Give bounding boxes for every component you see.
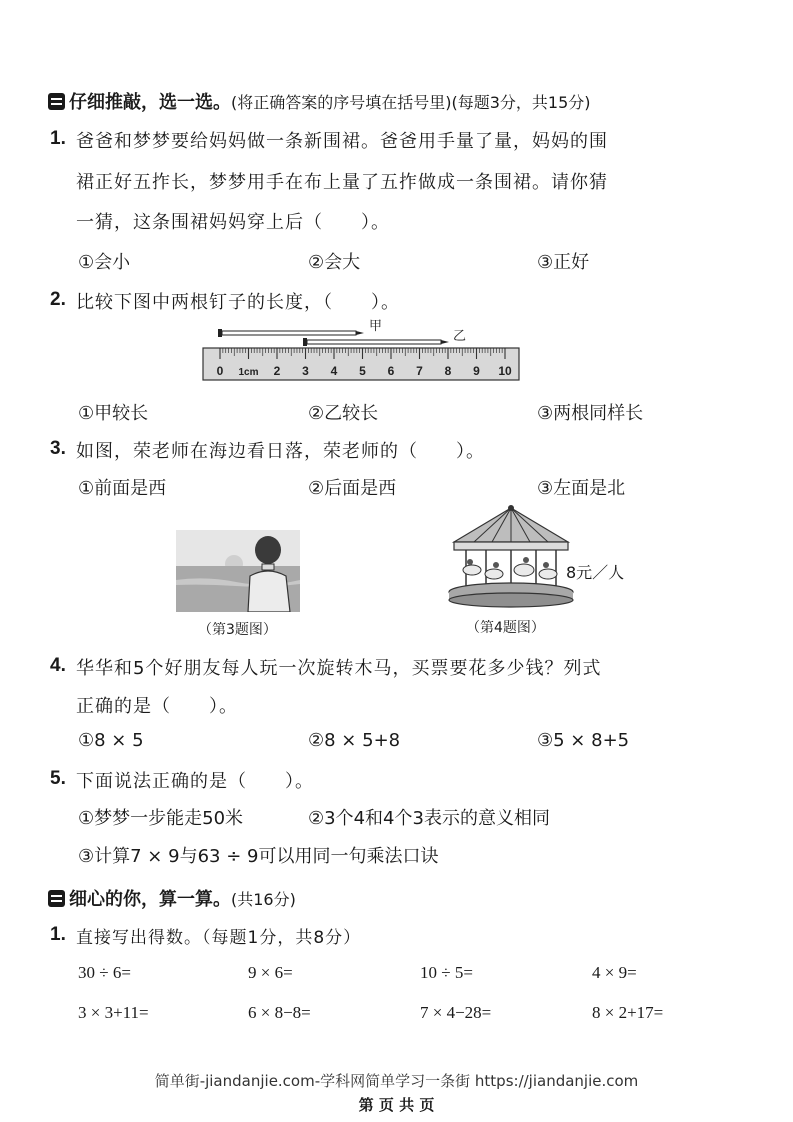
question-number: 2. (50, 289, 66, 310)
calc-item: 10 ÷ 5= (420, 963, 473, 982)
question-text-line: 正确的是（ ）。 (76, 696, 238, 717)
option-a: ①前面是西 (78, 478, 167, 499)
question-text: 直接写出得数。（每题1分，共8分） (76, 928, 362, 948)
option-c: ③正好 (537, 252, 590, 273)
option-c: ③两根同样长 (537, 403, 644, 424)
section-note: (将正确答案的序号填在括号里)(每题3分，共15分) (231, 93, 591, 112)
option-a: ①8 × 5 (78, 730, 144, 751)
question-text-line: 裙正好五拃长，梦梦用手在布上量了五拃做成一条围裙。请你猜 (76, 172, 608, 193)
question-text: 比较下图中两根钉子的长度，（ ）。 (76, 292, 400, 313)
calc-item: 3 × 3+11= (78, 1003, 149, 1022)
ruler-label: 3 (302, 364, 309, 378)
page-number: 第 页 共 页 (358, 1096, 435, 1114)
option-c: ③左面是北 (537, 478, 626, 499)
section-title: 仔细推敲，选一选。 (69, 92, 231, 113)
option-b: ②3个4和4个3表示的意义相同 (308, 808, 550, 829)
question-number: 5. (50, 768, 66, 789)
ruler-label: 7 (416, 364, 423, 378)
option-c: ③5 × 8+5 (537, 730, 630, 751)
section-title: 细心的你，算一算。 (69, 889, 231, 910)
section-note: (共16分) (231, 890, 296, 909)
question-number: 3. (50, 438, 66, 459)
section-mark-icon (48, 93, 65, 110)
ruler-label: 2 (273, 364, 281, 378)
section-heading-2 (48, 885, 296, 911)
footer-site: 简单街-jiandanjie.com-学科网简单学习一条街 https://jiandanjie.com (154, 1072, 639, 1090)
question-text-line: 爸爸和梦梦要给妈妈做一条新围裙。爸爸用手量了量，妈妈的围 (76, 131, 608, 152)
question-text: 下面说法正确的是（ ）。 (76, 771, 314, 792)
calc-item: 8 × 2+17= (592, 1003, 664, 1022)
calc-item: 30 ÷ 6= (78, 963, 131, 982)
calc-item: 6 × 8−8= (248, 1003, 311, 1022)
ruler-label: 5 (359, 364, 366, 378)
figure-caption: （第3题图） (198, 622, 277, 638)
option-a: ①梦梦一步能走50米 (78, 808, 244, 829)
option-c: ③计算7 × 9与63 ÷ 9可以用同一句乘法口诀 (78, 846, 439, 867)
ruler-label: 4 (330, 364, 338, 378)
nail-b (303, 338, 449, 346)
question-text-line: 华华和5个好朋友每人玩一次旋转木马，买票要花多少钱？列式 (76, 658, 602, 679)
ticket-price: 8元／人 (566, 563, 625, 582)
option-b: ②会大 (308, 252, 361, 273)
ruler-label: 8 (444, 364, 452, 378)
section-mark-icon (48, 890, 65, 907)
option-a: ①甲较长 (78, 403, 149, 424)
ruler-label: 0 (216, 364, 224, 378)
question-number: 1. (50, 924, 66, 945)
nail-a (218, 329, 364, 337)
option-b: ②后面是西 (308, 478, 397, 499)
question-text: 如图，荣老师在海边看日落，荣老师的（ ）。 (76, 441, 485, 462)
question-number: 1. (50, 128, 66, 149)
nail-a-label: 甲 (369, 319, 383, 334)
option-a: ①会小 (78, 252, 131, 273)
section-heading-1 (48, 88, 591, 114)
calc-item: 4 × 9= (592, 963, 637, 982)
ruler-label: 6 (387, 364, 395, 378)
sunset-figure (176, 530, 300, 612)
nail-b-label: 乙 (453, 329, 467, 344)
question-number: 4. (50, 655, 66, 676)
question-text-line: 一猜，这条围裙妈妈穿上后（ ）。 (76, 212, 390, 233)
calc-item: 7 × 4−28= (420, 1003, 492, 1022)
option-b: ②8 × 5+8 (308, 730, 401, 751)
ruler-label: 9 (473, 364, 480, 378)
carousel-figure (444, 504, 578, 608)
ruler-label: 10 (498, 364, 512, 378)
ruler-nails-figure (200, 318, 522, 384)
figure-caption: （第4题图） (466, 620, 545, 636)
ruler-label: 1cm (238, 367, 259, 378)
option-b: ②乙较长 (308, 403, 379, 424)
calc-item: 9 × 6= (248, 963, 293, 982)
